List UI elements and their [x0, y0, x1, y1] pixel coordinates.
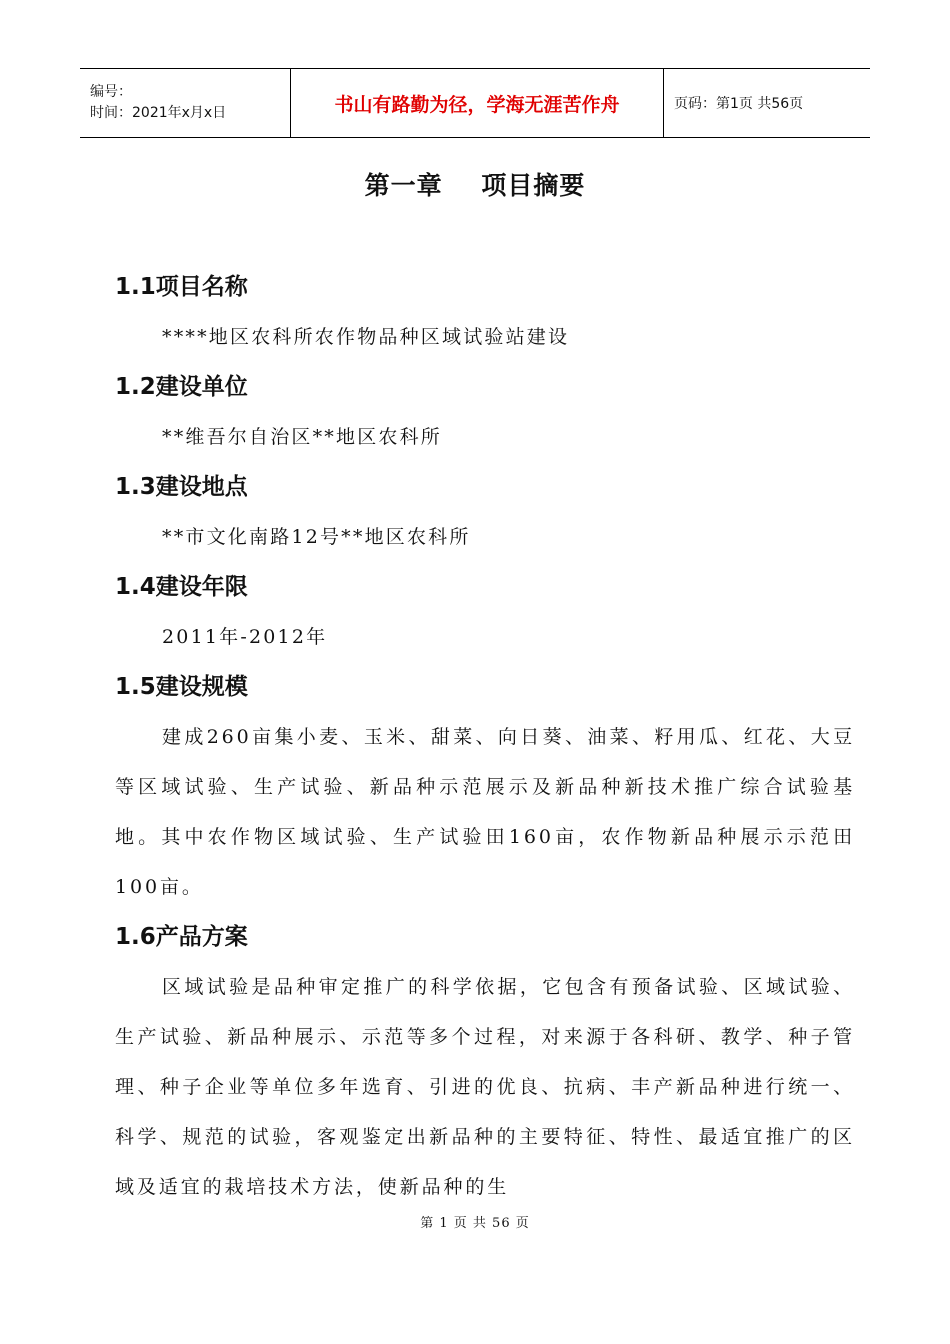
- section-heading: 1.5建设规模: [115, 674, 248, 700]
- section-heading: 1.6产品方案: [115, 924, 248, 950]
- chapter-title: 第一章 项目摘要: [364, 171, 586, 200]
- number-label: 编号：: [90, 84, 132, 100]
- page-footer: 第 1 页 共 56 页: [420, 1216, 530, 1231]
- header-meta: [80, 69, 290, 137]
- section-heading: 1.2建设单位: [115, 374, 248, 400]
- page-header: [80, 68, 870, 138]
- section-heading: 1.1项目名称: [115, 274, 248, 300]
- time-label: 时间：2021年x月x日: [90, 105, 227, 121]
- section-body: ****地区农科所农作物品种区域试验站建设: [162, 326, 570, 348]
- header-page-info: 页码：第1页 共56页: [674, 96, 804, 112]
- document-body: [115, 262, 855, 1212]
- header-motto: 书山有路勤为径，学海无涯苦作舟: [290, 69, 664, 137]
- section-paragraph: 区域试验是品种审定推广的科学依据，它包含有预备试验、区域试验、生产试验、新品种展示、示范等多个过程，对来源于各科研、教学、种子管理、种子企业等单位多年选育、引进的优良、抗病、丰产新品种进行统一、科学、规范的试验，客观鉴定出新品种的主要特征、特性、最适宜推广的区域及适宜的栽培技术方法，使新品种的生: [115, 976, 855, 1198]
- section-body: 2011年-2012年: [162, 626, 328, 648]
- section-body: **维吾尔自治区**地区农科所: [162, 426, 443, 448]
- section-paragraph: 建成260亩集小麦、玉米、甜菜、向日葵、油菜、籽用瓜、红花、大豆等区域试验、生产试验、新品种示范展示及新品种新技术推广综合试验基地。其中农作物区域试验、生产试验田160亩，农作物新品种展示示范田100亩。: [115, 726, 855, 898]
- section-heading: 1.4建设年限: [115, 574, 248, 600]
- section-body: **市文化南路12号**地区农科所: [162, 526, 471, 548]
- section-heading: 1.3建设地点: [115, 474, 248, 500]
